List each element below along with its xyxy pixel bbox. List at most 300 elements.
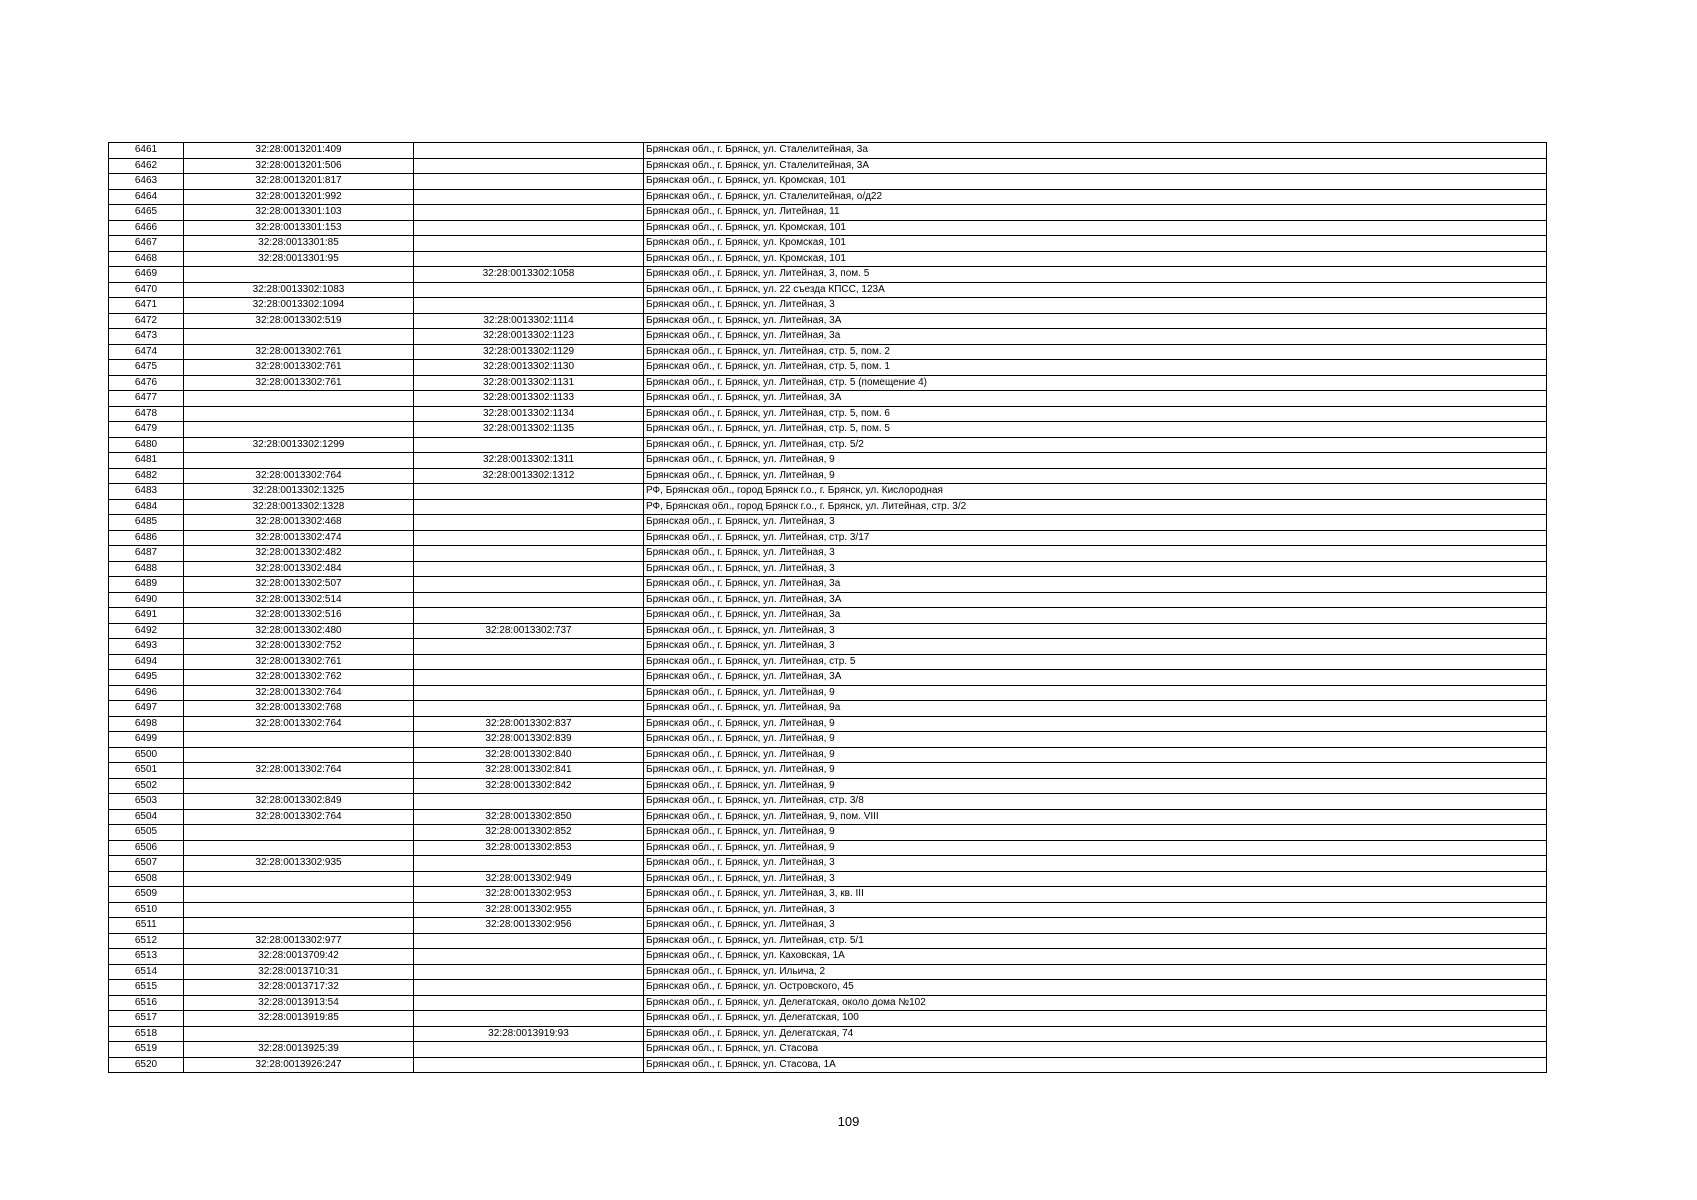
row-number-cell: 6469 — [109, 267, 184, 283]
table-row — [109, 933, 1547, 949]
object-cadastral-number-cell: 32:28:0013302:1123 — [414, 329, 644, 345]
land-cadastral-number-cell: 32:28:0013717:32 — [184, 980, 414, 996]
table-row — [109, 422, 1547, 438]
row-number-cell: 6475 — [109, 360, 184, 376]
land-cadastral-number-cell: 32:28:0013302:482 — [184, 546, 414, 562]
address-cell: Брянская обл., г. Брянск, ул. Литейная, 3а — [644, 608, 1547, 624]
table-row — [109, 344, 1547, 360]
address-cell: Брянская обл., г. Брянск, ул. 22 съезда КПСС, 123А — [644, 282, 1547, 298]
object-cadastral-number-cell — [414, 220, 644, 236]
table-row — [109, 825, 1547, 841]
address-cell: Брянская обл., г. Брянск, ул. Литейная, стр. 3/8 — [644, 794, 1547, 810]
land-cadastral-number-cell: 32:28:0013302:849 — [184, 794, 414, 810]
object-cadastral-number-cell: 32:28:0013302:1130 — [414, 360, 644, 376]
page-number: 109 — [837, 1114, 860, 1129]
object-cadastral-number-cell: 32:28:0013302:850 — [414, 809, 644, 825]
land-cadastral-number-cell — [184, 871, 414, 887]
table-row — [109, 654, 1547, 670]
row-number-cell: 6494 — [109, 654, 184, 670]
row-number-cell: 6502 — [109, 778, 184, 794]
address-cell: Брянская обл., г. Брянск, ул. Литейная, 9а — [644, 701, 1547, 717]
table-row — [109, 856, 1547, 872]
address-cell: Брянская обл., г. Брянск, ул. Кромская, 101 — [644, 174, 1547, 190]
object-cadastral-number-cell: 32:28:0013302:1114 — [414, 313, 644, 329]
object-cadastral-number-cell: 32:28:0013302:837 — [414, 716, 644, 732]
land-cadastral-number-cell: 32:28:0013925:39 — [184, 1042, 414, 1058]
address-cell: Брянская обл., г. Брянск, ул. Стасова, 1А — [644, 1057, 1547, 1073]
address-cell: Брянская обл., г. Брянск, ул. Литейная, 9 — [644, 716, 1547, 732]
object-cadastral-number-cell — [414, 608, 644, 624]
land-cadastral-number-cell — [184, 918, 414, 934]
table-row — [109, 236, 1547, 252]
row-number-cell: 6472 — [109, 313, 184, 329]
table-row — [109, 670, 1547, 686]
object-cadastral-number-cell — [414, 251, 644, 267]
object-cadastral-number-cell — [414, 685, 644, 701]
table-row — [109, 608, 1547, 624]
land-cadastral-number-cell: 32:28:0013201:409 — [184, 143, 414, 159]
object-cadastral-number-cell — [414, 670, 644, 686]
row-number-cell: 6514 — [109, 964, 184, 980]
row-number-cell: 6492 — [109, 623, 184, 639]
row-number-cell: 6473 — [109, 329, 184, 345]
table-row — [109, 995, 1547, 1011]
address-cell: Брянская обл., г. Брянск, ул. Литейная, 9 — [644, 778, 1547, 794]
object-cadastral-number-cell — [414, 546, 644, 562]
object-cadastral-number-cell — [414, 189, 644, 205]
address-cell: Брянская обл., г. Брянск, ул. Литейная, 3 — [644, 639, 1547, 655]
table-row — [109, 453, 1547, 469]
row-number-cell: 6483 — [109, 484, 184, 500]
land-cadastral-number-cell — [184, 825, 414, 841]
row-number-cell: 6516 — [109, 995, 184, 1011]
table-row — [109, 437, 1547, 453]
object-cadastral-number-cell: 32:28:0013302:1131 — [414, 375, 644, 391]
land-cadastral-number-cell: 32:28:0013302:474 — [184, 530, 414, 546]
land-cadastral-number-cell: 32:28:0013302:1325 — [184, 484, 414, 500]
land-cadastral-number-cell: 32:28:0013302:935 — [184, 856, 414, 872]
table-row — [109, 902, 1547, 918]
row-number-cell: 6479 — [109, 422, 184, 438]
table-row — [109, 329, 1547, 345]
land-cadastral-number-cell: 32:28:0013301:85 — [184, 236, 414, 252]
address-cell: Брянская обл., г. Брянск, ул. Литейная, 9 — [644, 685, 1547, 701]
address-cell: Брянская обл., г. Брянск, ул. Литейная, 3 — [644, 871, 1547, 887]
row-number-cell: 6507 — [109, 856, 184, 872]
object-cadastral-number-cell — [414, 577, 644, 593]
table-row — [109, 313, 1547, 329]
address-cell: Брянская обл., г. Брянск, ул. Литейная, 3А — [644, 670, 1547, 686]
table-row — [109, 174, 1547, 190]
table-row — [109, 980, 1547, 996]
address-cell: Брянская обл., г. Брянск, ул. Литейная, 3, пом. 5 — [644, 267, 1547, 283]
row-number-cell: 6513 — [109, 949, 184, 965]
row-number-cell: 6498 — [109, 716, 184, 732]
address-cell: Брянская обл., г. Брянск, ул. Ильича, 2 — [644, 964, 1547, 980]
table-row — [109, 685, 1547, 701]
object-cadastral-number-cell: 32:28:0013302:955 — [414, 902, 644, 918]
table-row — [109, 1042, 1547, 1058]
land-cadastral-number-cell — [184, 778, 414, 794]
table-row — [109, 267, 1547, 283]
object-cadastral-number-cell — [414, 995, 644, 1011]
object-cadastral-number-cell — [414, 654, 644, 670]
table-row — [109, 871, 1547, 887]
row-number-cell: 6510 — [109, 902, 184, 918]
land-cadastral-number-cell — [184, 747, 414, 763]
address-cell: РФ, Брянская обл., город Брянск г.о., г. Брянск, ул. Литейная, стр. 3/2 — [644, 499, 1547, 515]
row-number-cell: 6462 — [109, 158, 184, 174]
object-cadastral-number-cell — [414, 236, 644, 252]
land-cadastral-number-cell — [184, 732, 414, 748]
row-number-cell: 6465 — [109, 205, 184, 221]
row-number-cell: 6461 — [109, 143, 184, 159]
row-number-cell: 6481 — [109, 453, 184, 469]
object-cadastral-number-cell — [414, 980, 644, 996]
land-cadastral-number-cell: 32:28:0013302:1328 — [184, 499, 414, 515]
address-cell: Брянская обл., г. Брянск, ул. Литейная, стр. 5/2 — [644, 437, 1547, 453]
address-cell: Брянская обл., г. Брянск, ул. Кромская, 101 — [644, 236, 1547, 252]
address-cell: Брянская обл., г. Брянск, ул. Литейная, 9, пом. VIII — [644, 809, 1547, 825]
land-cadastral-number-cell — [184, 391, 414, 407]
table-row — [109, 499, 1547, 515]
table-row — [109, 887, 1547, 903]
object-cadastral-number-cell: 32:28:0013302:1133 — [414, 391, 644, 407]
land-cadastral-number-cell: 32:28:0013302:762 — [184, 670, 414, 686]
row-number-cell: 6496 — [109, 685, 184, 701]
table-row — [109, 1011, 1547, 1027]
object-cadastral-number-cell — [414, 592, 644, 608]
land-cadastral-number-cell: 32:28:0013302:468 — [184, 515, 414, 531]
table-row — [109, 577, 1547, 593]
row-number-cell: 6482 — [109, 468, 184, 484]
row-number-cell: 6497 — [109, 701, 184, 717]
address-cell: Брянская обл., г. Брянск, ул. Литейная, стр. 5, пом. 1 — [644, 360, 1547, 376]
address-cell: Брянская обл., г. Брянск, ул. Литейная, 9 — [644, 825, 1547, 841]
address-cell: Брянская обл., г. Брянск, ул. Литейная, 3 — [644, 515, 1547, 531]
object-cadastral-number-cell: 32:28:0013302:840 — [414, 747, 644, 763]
land-cadastral-number-cell: 32:28:0013302:507 — [184, 577, 414, 593]
object-cadastral-number-cell — [414, 701, 644, 717]
land-cadastral-number-cell: 32:28:0013302:764 — [184, 809, 414, 825]
land-cadastral-number-cell — [184, 329, 414, 345]
address-cell: Брянская обл., г. Брянск, ул. Литейная, 3а — [644, 577, 1547, 593]
land-cadastral-number-cell: 32:28:0013302:761 — [184, 344, 414, 360]
address-cell: Брянская обл., г. Брянск, ул. Каховская, 1А — [644, 949, 1547, 965]
object-cadastral-number-cell — [414, 484, 644, 500]
table-row — [109, 406, 1547, 422]
address-cell: Брянская обл., г. Брянск, ул. Литейная, 3 — [644, 561, 1547, 577]
table-row — [109, 794, 1547, 810]
land-cadastral-number-cell: 32:28:0013302:764 — [184, 716, 414, 732]
land-cadastral-number-cell: 32:28:0013302:516 — [184, 608, 414, 624]
table-row — [109, 809, 1547, 825]
land-cadastral-number-cell: 32:28:0013302:761 — [184, 375, 414, 391]
object-cadastral-number-cell — [414, 515, 644, 531]
land-cadastral-number-cell: 32:28:0013302:761 — [184, 654, 414, 670]
table-row — [109, 515, 1547, 531]
address-cell: Брянская обл., г. Брянск, ул. Кромская, 101 — [644, 251, 1547, 267]
land-cadastral-number-cell: 32:28:0013302:1083 — [184, 282, 414, 298]
land-cadastral-number-cell: 32:28:0013301:103 — [184, 205, 414, 221]
object-cadastral-number-cell — [414, 561, 644, 577]
row-number-cell: 6520 — [109, 1057, 184, 1073]
address-cell: Брянская обл., г. Брянск, ул. Литейная, 9 — [644, 453, 1547, 469]
address-cell: Брянская обл., г. Брянск, ул. Литейная, 3 — [644, 856, 1547, 872]
address-cell: Брянская обл., г. Брянск, ул. Литейная, 3, кв. III — [644, 887, 1547, 903]
table-row — [109, 530, 1547, 546]
registry-table-body — [109, 143, 1547, 1073]
address-cell: Брянская обл., г. Брянск, ул. Делегатская, 74 — [644, 1026, 1547, 1042]
table-row — [109, 918, 1547, 934]
address-cell: Брянская обл., г. Брянск, ул. Литейная, стр. 5, пом. 6 — [644, 406, 1547, 422]
row-number-cell: 6485 — [109, 515, 184, 531]
land-cadastral-number-cell: 32:28:0013913:54 — [184, 995, 414, 1011]
object-cadastral-number-cell — [414, 205, 644, 221]
address-cell: Брянская обл., г. Брянск, ул. Литейная, 9 — [644, 732, 1547, 748]
table-row — [109, 143, 1547, 159]
address-cell: Брянская обл., г. Брянск, ул. Литейная, стр. 5 — [644, 654, 1547, 670]
row-number-cell: 6486 — [109, 530, 184, 546]
row-number-cell: 6495 — [109, 670, 184, 686]
address-cell: Брянская обл., г. Брянск, ул. Литейная, стр. 5/1 — [644, 933, 1547, 949]
object-cadastral-number-cell — [414, 949, 644, 965]
row-number-cell: 6487 — [109, 546, 184, 562]
land-cadastral-number-cell — [184, 267, 414, 283]
object-cadastral-number-cell — [414, 933, 644, 949]
land-cadastral-number-cell: 32:28:0013302:764 — [184, 763, 414, 779]
address-cell: Брянская обл., г. Брянск, ул. Литейная, 3 — [644, 623, 1547, 639]
row-number-cell: 6501 — [109, 763, 184, 779]
table-row — [109, 763, 1547, 779]
address-cell: Брянская обл., г. Брянск, ул. Литейная, 3 — [644, 918, 1547, 934]
address-cell: Брянская обл., г. Брянск, ул. Литейная, стр. 3/17 — [644, 530, 1547, 546]
address-cell: Брянская обл., г. Брянск, ул. Литейная, стр. 5, пом. 2 — [644, 344, 1547, 360]
land-cadastral-number-cell — [184, 406, 414, 422]
row-number-cell: 6503 — [109, 794, 184, 810]
object-cadastral-number-cell — [414, 158, 644, 174]
table-row — [109, 964, 1547, 980]
object-cadastral-number-cell: 32:28:0013302:853 — [414, 840, 644, 856]
table-row — [109, 732, 1547, 748]
row-number-cell: 6505 — [109, 825, 184, 841]
address-cell: Брянская обл., г. Брянск, ул. Литейная, 9 — [644, 747, 1547, 763]
address-cell: Брянская обл., г. Брянск, ул. Сталелитейная, о/д22 — [644, 189, 1547, 205]
table-row — [109, 778, 1547, 794]
address-cell: Брянская обл., г. Брянск, ул. Литейная, 3А — [644, 592, 1547, 608]
row-number-cell: 6480 — [109, 437, 184, 453]
object-cadastral-number-cell: 32:28:0013302:953 — [414, 887, 644, 903]
address-cell: Брянская обл., г. Брянск, ул. Стасова — [644, 1042, 1547, 1058]
row-number-cell: 6519 — [109, 1042, 184, 1058]
land-cadastral-number-cell: 32:28:0013302:761 — [184, 360, 414, 376]
address-cell: Брянская обл., г. Брянск, ул. Кромская, 101 — [644, 220, 1547, 236]
address-cell: Брянская обл., г. Брянск, ул. Литейная, 9 — [644, 468, 1547, 484]
table-row — [109, 220, 1547, 236]
object-cadastral-number-cell: 32:28:0013302:956 — [414, 918, 644, 934]
object-cadastral-number-cell: 32:28:0013302:1312 — [414, 468, 644, 484]
object-cadastral-number-cell: 32:28:0013302:842 — [414, 778, 644, 794]
object-cadastral-number-cell — [414, 499, 644, 515]
land-cadastral-number-cell: 32:28:0013302:1299 — [184, 437, 414, 453]
object-cadastral-number-cell: 32:28:0013302:1129 — [414, 344, 644, 360]
table-row — [109, 251, 1547, 267]
address-cell: Брянская обл., г. Брянск, ул. Литейная, 3а — [644, 329, 1547, 345]
object-cadastral-number-cell — [414, 1057, 644, 1073]
registry-table — [108, 142, 1547, 1073]
row-number-cell: 6464 — [109, 189, 184, 205]
land-cadastral-number-cell: 32:28:0013919:85 — [184, 1011, 414, 1027]
land-cadastral-number-cell: 32:28:0013301:153 — [184, 220, 414, 236]
object-cadastral-number-cell — [414, 1042, 644, 1058]
land-cadastral-number-cell: 32:28:0013201:506 — [184, 158, 414, 174]
row-number-cell: 6490 — [109, 592, 184, 608]
object-cadastral-number-cell: 32:28:0013302:839 — [414, 732, 644, 748]
object-cadastral-number-cell: 32:28:0013302:1135 — [414, 422, 644, 438]
table-row — [109, 592, 1547, 608]
row-number-cell: 6508 — [109, 871, 184, 887]
address-cell: Брянская обл., г. Брянск, ул. Сталелитейная, 3а — [644, 143, 1547, 159]
table-row — [109, 1057, 1547, 1073]
land-cadastral-number-cell: 32:28:0013302:764 — [184, 685, 414, 701]
table-row — [109, 360, 1547, 376]
land-cadastral-number-cell — [184, 840, 414, 856]
land-cadastral-number-cell: 32:28:0013709:42 — [184, 949, 414, 965]
row-number-cell: 6509 — [109, 887, 184, 903]
row-number-cell: 6500 — [109, 747, 184, 763]
table-row — [109, 484, 1547, 500]
row-number-cell: 6467 — [109, 236, 184, 252]
table-row — [109, 949, 1547, 965]
table-row — [109, 840, 1547, 856]
row-number-cell: 6488 — [109, 561, 184, 577]
table-row — [109, 282, 1547, 298]
table-row — [109, 561, 1547, 577]
land-cadastral-number-cell: 32:28:0013302:977 — [184, 933, 414, 949]
row-number-cell: 6517 — [109, 1011, 184, 1027]
land-cadastral-number-cell: 32:28:0013302:752 — [184, 639, 414, 655]
land-cadastral-number-cell: 32:28:0013302:484 — [184, 561, 414, 577]
land-cadastral-number-cell: 32:28:0013201:992 — [184, 189, 414, 205]
land-cadastral-number-cell: 32:28:0013302:480 — [184, 623, 414, 639]
land-cadastral-number-cell: 32:28:0013710:31 — [184, 964, 414, 980]
table-row — [109, 716, 1547, 732]
row-number-cell: 6493 — [109, 639, 184, 655]
object-cadastral-number-cell — [414, 530, 644, 546]
address-cell: Брянская обл., г. Брянск, ул. Литейная, 3А — [644, 313, 1547, 329]
object-cadastral-number-cell — [414, 964, 644, 980]
object-cadastral-number-cell: 32:28:0013302:841 — [414, 763, 644, 779]
table-row — [109, 1026, 1547, 1042]
address-cell: Брянская обл., г. Брянск, ул. Литейная, 3 — [644, 902, 1547, 918]
table-row — [109, 391, 1547, 407]
land-cadastral-number-cell: 32:28:0013201:817 — [184, 174, 414, 190]
address-cell: Брянская обл., г. Брянск, ул. Литейная, 3 — [644, 298, 1547, 314]
table-row — [109, 158, 1547, 174]
land-cadastral-number-cell: 32:28:0013302:768 — [184, 701, 414, 717]
object-cadastral-number-cell: 32:28:0013302:1134 — [414, 406, 644, 422]
table-row — [109, 623, 1547, 639]
address-cell: Брянская обл., г. Брянск, ул. Литейная, стр. 5, пом. 5 — [644, 422, 1547, 438]
address-cell: Брянская обл., г. Брянск, ул. Островского, 45 — [644, 980, 1547, 996]
row-number-cell: 6489 — [109, 577, 184, 593]
land-cadastral-number-cell — [184, 902, 414, 918]
object-cadastral-number-cell — [414, 1011, 644, 1027]
address-cell: Брянская обл., г. Брянск, ул. Литейная, 11 — [644, 205, 1547, 221]
row-number-cell: 6512 — [109, 933, 184, 949]
object-cadastral-number-cell — [414, 143, 644, 159]
land-cadastral-number-cell: 32:28:0013301:95 — [184, 251, 414, 267]
object-cadastral-number-cell — [414, 174, 644, 190]
row-number-cell: 6506 — [109, 840, 184, 856]
table-row — [109, 468, 1547, 484]
row-number-cell: 6478 — [109, 406, 184, 422]
row-number-cell: 6491 — [109, 608, 184, 624]
object-cadastral-number-cell — [414, 282, 644, 298]
table-row — [109, 298, 1547, 314]
table-row — [109, 701, 1547, 717]
row-number-cell: 6476 — [109, 375, 184, 391]
address-cell: Брянская обл., г. Брянск, ул. Делегатская, 100 — [644, 1011, 1547, 1027]
table-row — [109, 546, 1547, 562]
object-cadastral-number-cell — [414, 437, 644, 453]
land-cadastral-number-cell: 32:28:0013302:519 — [184, 313, 414, 329]
land-cadastral-number-cell: 32:28:0013302:1094 — [184, 298, 414, 314]
address-cell: Брянская обл., г. Брянск, ул. Литейная, 9 — [644, 840, 1547, 856]
land-cadastral-number-cell — [184, 453, 414, 469]
object-cadastral-number-cell — [414, 856, 644, 872]
address-cell: Брянская обл., г. Брянск, ул. Литейная, 3А — [644, 391, 1547, 407]
row-number-cell: 6468 — [109, 251, 184, 267]
object-cadastral-number-cell — [414, 794, 644, 810]
row-number-cell: 6515 — [109, 980, 184, 996]
land-cadastral-number-cell — [184, 422, 414, 438]
row-number-cell: 6466 — [109, 220, 184, 236]
land-cadastral-number-cell — [184, 1026, 414, 1042]
row-number-cell: 6471 — [109, 298, 184, 314]
object-cadastral-number-cell: 32:28:0013302:1058 — [414, 267, 644, 283]
object-cadastral-number-cell: 32:28:0013919:93 — [414, 1026, 644, 1042]
land-cadastral-number-cell: 32:28:0013926:247 — [184, 1057, 414, 1073]
row-number-cell: 6518 — [109, 1026, 184, 1042]
row-number-cell: 6474 — [109, 344, 184, 360]
table-row — [109, 375, 1547, 391]
address-cell: РФ, Брянская обл., город Брянск г.о., г. Брянск, ул. Кислородная — [644, 484, 1547, 500]
row-number-cell: 6511 — [109, 918, 184, 934]
land-cadastral-number-cell: 32:28:0013302:764 — [184, 468, 414, 484]
row-number-cell: 6477 — [109, 391, 184, 407]
object-cadastral-number-cell: 32:28:0013302:737 — [414, 623, 644, 639]
row-number-cell: 6499 — [109, 732, 184, 748]
table-row — [109, 189, 1547, 205]
land-cadastral-number-cell — [184, 887, 414, 903]
object-cadastral-number-cell: 32:28:0013302:949 — [414, 871, 644, 887]
address-cell: Брянская обл., г. Брянск, ул. Сталелитейная, 3А — [644, 158, 1547, 174]
row-number-cell: 6484 — [109, 499, 184, 515]
land-cadastral-number-cell: 32:28:0013302:514 — [184, 592, 414, 608]
address-cell: Брянская обл., г. Брянск, ул. Делегатская, около дома №102 — [644, 995, 1547, 1011]
table-row — [109, 639, 1547, 655]
object-cadastral-number-cell: 32:28:0013302:1311 — [414, 453, 644, 469]
table-row — [109, 205, 1547, 221]
address-cell: Брянская обл., г. Брянск, ул. Литейная, 9 — [644, 763, 1547, 779]
address-cell: Брянская обл., г. Брянск, ул. Литейная, стр. 5 (помещение 4) — [644, 375, 1547, 391]
row-number-cell: 6463 — [109, 174, 184, 190]
row-number-cell: 6504 — [109, 809, 184, 825]
object-cadastral-number-cell — [414, 298, 644, 314]
object-cadastral-number-cell: 32:28:0013302:852 — [414, 825, 644, 841]
address-cell: Брянская обл., г. Брянск, ул. Литейная, 3 — [644, 546, 1547, 562]
